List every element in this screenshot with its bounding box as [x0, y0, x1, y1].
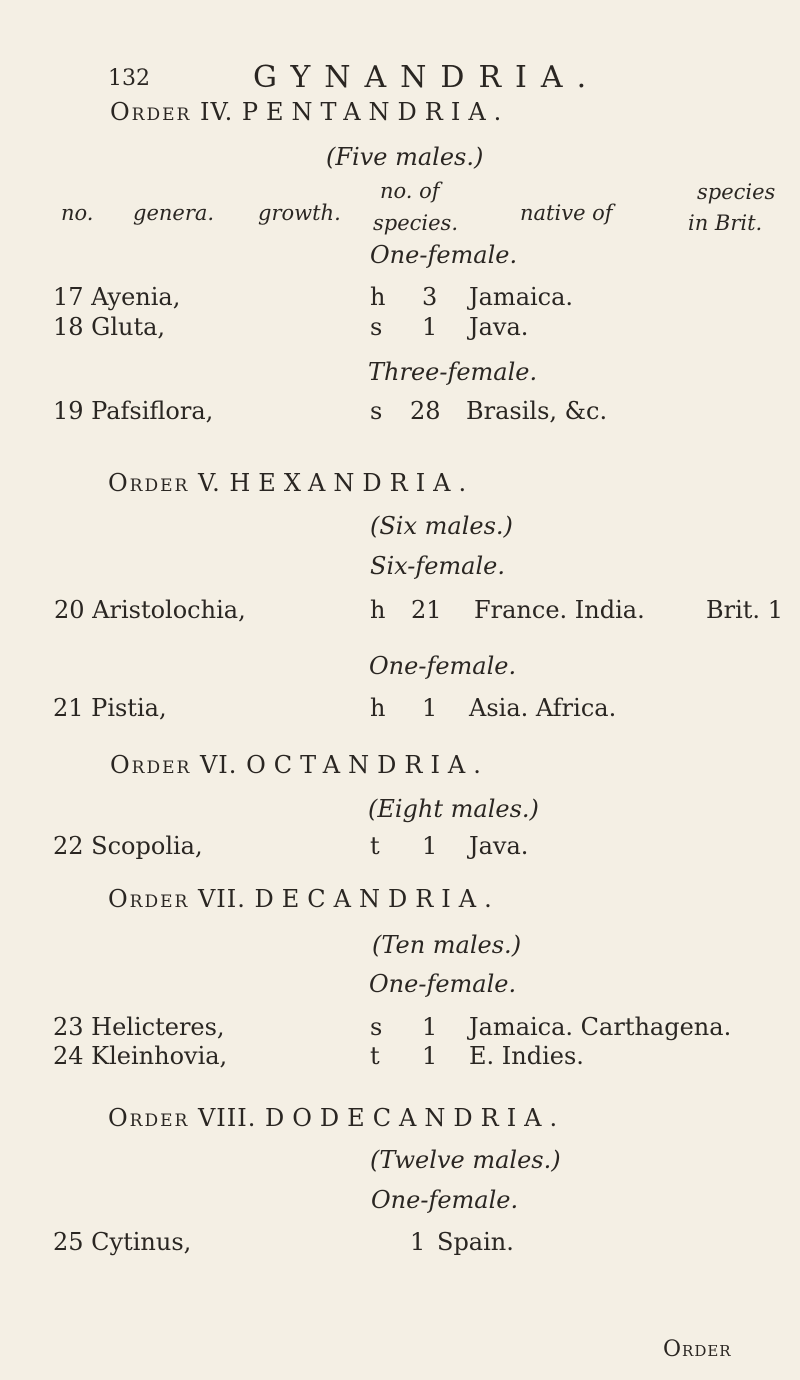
group-label: One-female. — [371, 1186, 519, 1214]
order-name: OCTANDRIA. — [246, 751, 489, 779]
order-heading — [108, 1104, 565, 1132]
column-header-genera: genera. — [133, 201, 215, 225]
growth-code: s — [370, 313, 383, 341]
growth-code: h — [370, 283, 386, 311]
order-subtitle: (Ten males.) — [372, 931, 522, 959]
order-heading — [108, 885, 500, 913]
order-name: DECANDRIA. — [254, 885, 500, 913]
species-count: 3 — [422, 283, 438, 311]
order-numeral: V. — [197, 469, 221, 497]
column-header-native-of: native of — [520, 201, 613, 225]
order-subtitle: (Eight males.) — [368, 795, 539, 823]
order-heading — [108, 469, 474, 497]
genus-entry: 19 Pafsiflora, — [53, 397, 214, 425]
order-numeral: VIII. — [197, 1104, 257, 1132]
genus-entry: 17 Ayenia, — [53, 283, 181, 311]
growth-code: t — [370, 1042, 380, 1070]
page-number: 132 — [108, 66, 150, 91]
growth-code: h — [370, 596, 386, 624]
order-subtitle: (Six males.) — [370, 512, 513, 540]
order-numeral: VII. — [197, 885, 246, 913]
order-heading — [110, 751, 489, 779]
order-numeral: VI. — [199, 751, 238, 779]
native-region: France. India. — [474, 596, 645, 624]
group-label: Six-female. — [370, 552, 505, 580]
genus-entry: 25 Cytinus, — [53, 1228, 192, 1256]
growth-code: h — [370, 694, 386, 722]
species-count: 21 — [411, 596, 442, 624]
order-name: PENTANDRIA. — [241, 98, 510, 126]
order-heading — [110, 98, 509, 126]
order-word: Order — [110, 751, 192, 779]
genus-entry: 21 Pistia, — [53, 694, 167, 722]
growth-code: s — [370, 1013, 383, 1041]
native-region: Brasils, &c. — [466, 397, 608, 425]
native-region: Asia. Africa. — [469, 694, 617, 722]
order-name: DODECANDRIA. — [265, 1104, 566, 1132]
order-word: Order — [110, 98, 192, 126]
order-subtitle: (Twelve males.) — [370, 1146, 561, 1174]
native-region: Jamaica. — [469, 283, 574, 311]
order-word: Order — [108, 1104, 190, 1132]
column-header-no: no. — [61, 201, 94, 225]
genus-entry: 23 Helicteres, — [53, 1013, 225, 1041]
column-header-growth: growth. — [258, 201, 341, 225]
growth-code: s — [370, 397, 383, 425]
catchword: Order — [663, 1337, 732, 1362]
running-title: GYNANDRIA. — [253, 60, 601, 95]
growth-code: t — [370, 832, 380, 860]
species-count: 1 — [422, 313, 438, 341]
genus-entry: 20 Aristolochia, — [54, 596, 246, 624]
column-header-in-brit: in Brit. — [688, 211, 763, 235]
group-label: Three-female. — [368, 358, 538, 386]
order-name: HEXANDRIA. — [229, 469, 475, 497]
species-count: 1 — [410, 1228, 426, 1256]
native-region: Java. — [469, 832, 529, 860]
order-word: Order — [108, 469, 190, 497]
order-numeral: IV. — [199, 98, 234, 126]
species-count: 1 — [422, 1042, 438, 1070]
column-header-no-of: no. of — [380, 179, 440, 203]
genus-entry: 22 Scopolia, — [53, 832, 203, 860]
column-header-species: species. — [373, 211, 459, 235]
species-count: 1 — [422, 1013, 438, 1041]
genus-entry: 18 Gluta, — [53, 313, 166, 341]
species-count: 28 — [410, 397, 441, 425]
native-region: Java. — [469, 313, 529, 341]
species-count: 1 — [422, 694, 438, 722]
british-species: Brit. 1 — [706, 596, 783, 624]
group-label: One-female. — [369, 652, 517, 680]
group-label: One-female. — [369, 970, 517, 998]
native-region: Spain. — [437, 1228, 514, 1256]
species-count: 1 — [422, 832, 438, 860]
column-header-species-brit: species — [697, 180, 776, 204]
group-label: One-female. — [370, 241, 518, 269]
genus-entry: 24 Kleinhovia, — [53, 1042, 228, 1070]
native-region: E. Indies. — [469, 1042, 584, 1070]
order-word: Order — [108, 885, 190, 913]
native-region: Jamaica. Carthagena. — [469, 1013, 732, 1041]
order-subtitle: (Five males.) — [326, 143, 484, 171]
